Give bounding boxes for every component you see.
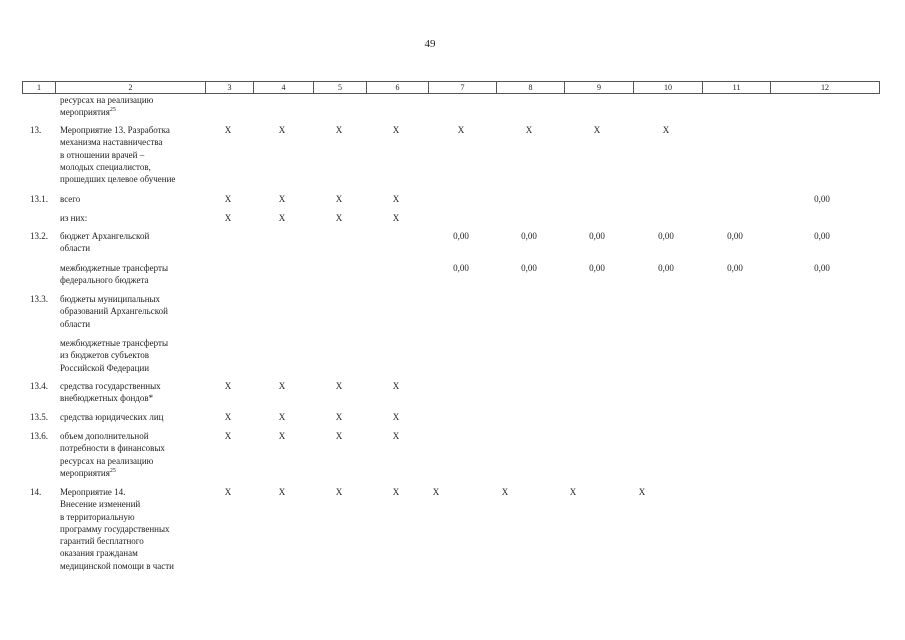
cell-value: Х (501, 487, 509, 497)
cell-value: Х (392, 125, 400, 135)
row-number: 13.4. (30, 381, 48, 391)
page-number: 49 (424, 38, 436, 50)
header-col-4: 4 (254, 82, 314, 93)
row-description: средства юридических лиц (60, 412, 164, 422)
cell-value: 0,00 (589, 263, 605, 273)
cell-value: Х (525, 125, 533, 135)
header-col-2: 2 (56, 82, 206, 93)
row-number: 14. (30, 487, 42, 497)
header-col-11: 11 (703, 82, 771, 93)
cell-value: 0,00 (453, 231, 469, 241)
cell-value: Х (224, 412, 232, 422)
header-col-5: 5 (314, 82, 367, 93)
cell-value: Х (392, 412, 400, 422)
header-col-7: 7 (429, 82, 497, 93)
cell-value: 0,00 (658, 263, 674, 273)
cell-value: Х (335, 412, 343, 422)
cell-value: Х (278, 213, 286, 223)
row-description: бюджет Архангельской области (60, 231, 150, 254)
cell-value: Х (569, 487, 577, 497)
header-col-12: 12 (821, 83, 829, 92)
cell-value: Х (392, 194, 400, 204)
cell-value: Х (278, 194, 286, 204)
cell-value: Х (392, 487, 400, 497)
cell-value: Х (662, 125, 670, 135)
cell-value: Х (335, 194, 343, 204)
cell-value: Х (224, 125, 232, 135)
row-number: 13.6. (30, 431, 48, 441)
row-description: Мероприятие 14. Внесение изменений в территориальную программу государственных гарантий бесплатного оказания гражданам медицинской помощи в части (60, 487, 174, 571)
cell-value: Х (335, 381, 343, 391)
cell-value: 0,00 (589, 231, 605, 241)
row-description: из них: (60, 213, 88, 223)
cell-value: Х (335, 487, 343, 497)
cell-value: Х (457, 125, 465, 135)
cell-value: 0,00 (727, 263, 743, 273)
row-description: средства государственных внебюджетных фондов* (60, 381, 161, 404)
row-number: 13.1. (30, 194, 48, 204)
footnote-marker: 25 (109, 467, 116, 474)
row-description: Мероприятие 13. Разработка механизма наставничества в отношении врачей – молодых специалистов, прошедших целевое обучение (60, 125, 176, 185)
header-col-9: 9 (565, 82, 634, 93)
cell-value: Х (278, 431, 286, 441)
cell-value: Х (392, 381, 400, 391)
row-description: всего (60, 194, 81, 204)
header-col-1: 1 (23, 82, 56, 93)
header-col-6: 6 (367, 82, 429, 93)
cell-value: Х (392, 213, 400, 223)
cell-value: Х (224, 194, 232, 204)
row-description: межбюджетные трансферты из бюджетов субъектов Российской Федерации (60, 338, 168, 373)
footnote-marker: 25 (109, 107, 116, 114)
cell-value: Х (278, 125, 286, 135)
cell-value: 0,00 (814, 263, 830, 273)
row-description: бюджеты муниципальных образований Архангельской области (60, 294, 168, 329)
cell-value: Х (593, 125, 601, 135)
cell-value: Х (335, 213, 343, 223)
row-description: объем дополнительной потребности в финансовых ресурсах на реализацию мероприятия$^{25}$ (60, 431, 165, 478)
row-description: ресурсах на реализацию мероприятия$^{25}$ (60, 95, 154, 118)
cell-value: 0,00 (814, 194, 830, 204)
cell-value: 0,00 (727, 231, 743, 241)
cell-value: Х (638, 487, 646, 497)
cell-value: Х (278, 487, 286, 497)
cell-value: Х (278, 412, 286, 422)
header-col-8: 8 (497, 82, 565, 93)
cell-value: Х (335, 125, 343, 135)
cell-value: Х (224, 487, 232, 497)
header-col-3: 3 (206, 82, 254, 93)
row-number: 13. (30, 125, 42, 135)
cell-value: 0,00 (453, 263, 469, 273)
header-col-10: 10 (634, 82, 703, 93)
cell-value: 0,00 (521, 231, 537, 241)
row-number: 13.2. (30, 231, 48, 241)
cell-value: Х (392, 431, 400, 441)
cell-value: 0,00 (521, 263, 537, 273)
cell-value: Х (335, 431, 343, 441)
cell-value: Х (278, 381, 286, 391)
row-description: межбюджетные трансферты федерального бюджета (60, 263, 168, 286)
cell-value: Х (224, 213, 232, 223)
row-number: 13.3. (30, 294, 48, 304)
cell-value: Х (432, 487, 440, 497)
cell-value: Х (224, 381, 232, 391)
row-number: 13.5. (30, 412, 48, 422)
cell-value: 0,00 (814, 231, 830, 241)
cell-value: 0,00 (658, 231, 674, 241)
cell-value: Х (224, 431, 232, 441)
